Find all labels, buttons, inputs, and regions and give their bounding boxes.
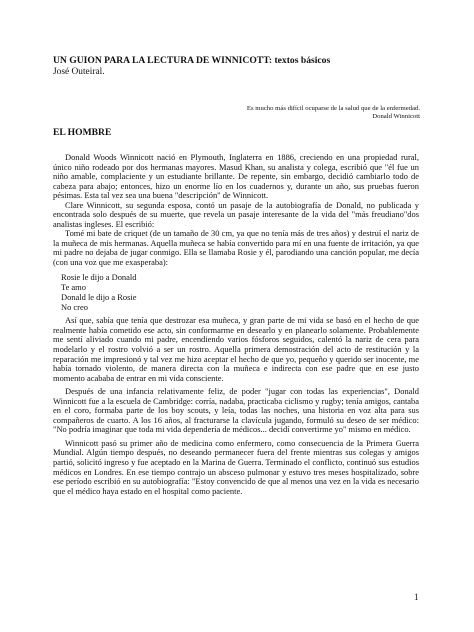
page-number: 1 xyxy=(414,592,419,602)
paragraph: Así que, sabía que tenía que destrozar esa muñeca, y gran parte de mi vida se basó en el hecho de que realmente había cometido ese acto, sin conformarme en desearlo y en planearlo solamente. Probablemente me sentí aliviado cuando mi padre, encendiendo varios fósforos seguidos, calentó la nariz de cera para modelarlo y el rostro volvió a ser un rostro. Aquella primera demostración del acto de restitución y la reparación me impresionó y tal vez me hizo aceptar el hecho de que yo, pequeño y querido ser inocente, me había tornado violento, de manera directa con la muñeca e indirecta con ese padre que en ese justo momento acababa de entrar en mi vida consciente. xyxy=(53,315,419,383)
epigraph xyxy=(230,105,420,121)
paragraph: Tomé mi bate de criquet (de un tamaño de 30 cm, ya que no tenía más de tres años) y destruí el nariz de la muñeca de mis hermanas. Aquella muñeca se había convertido para mí en una fuente de irritación, ya que mi padre no dejaba de jugar conmigo. Ella se llamaba Rosie y él, parodiando una canción popular, me decía (con una voz que me exasperaba): xyxy=(53,228,419,268)
body-text xyxy=(53,153,419,496)
poem-line: Donald le dijo a Rosie xyxy=(61,291,137,302)
epigraph-attribution: Donald Winnicott xyxy=(372,113,420,120)
poem-line: Te amo xyxy=(61,281,86,292)
document-title: UN GUION PARA LA LECTURA DE WINNICOTT: textos básicos xyxy=(53,55,331,66)
epigraph-quote: Es mucho más difícil ocuparse de la salud que de la enfermedad. xyxy=(246,105,420,112)
paragraph: Clare Winnicott, su segunda esposa, contó un pasaje de la autobiografía de Donald, no publicada y encontrada solo después de su muerte, que revela un pasaje interesante de la vida del "más freudiano"dos analistas ingleses. El escribió: xyxy=(53,199,419,229)
document-author: José Outeiral. xyxy=(53,67,105,77)
paragraph: Donald Woods Winnicott nació en Plymouth, Inglaterra en 1886, creciendo en una propiedad rural, único niño rodeado por dos hermanas mayores. Masud Khan, su analista y colega, escribió que "él fue un niño amable, complaciente y un estudiante brillante. De repente, sin embargo, decidió cambiarlo todo de cabeza para abajo; entonces, hizo un enorme lío en los cuadernos y, durante un año, sus pruebas fueron pésimas. Esta tal vez sea una buena "descripción" de Winnicott. xyxy=(53,152,419,201)
poem-line: Rosie le dijo a Donald xyxy=(61,271,137,282)
poem-line: No creo xyxy=(61,302,88,313)
section-heading: EL HOMBRE xyxy=(53,127,112,138)
paragraph: Winnicott pasó su primer año de medicina como enfermero, como consecuencia de la Primera Guerra Mundial. Algún tiempo después, no deseando permanecer fuera del frente mientras sus colegas y amigos partió, solicitó ingreso y fue aceptado en la Marina de Guerra. Terminado el conflicto, continuó sus estudios médicos en Londres. En ese tiempo contrajo un absceso pulmonar y estuvo tres meses hospitalizado, sobre ese período escribió en su autobiografía: "Estoy convencido de que al menos una vez en la vida es necesario que el médico haya estado en el hospital como paciente. xyxy=(53,437,419,496)
paragraph: Después de una infancia relativamente feliz, de poder "jugar con todas las experiencias", Donald Winnicott fue a la escuela de Cambridge: corría, nadaba, practicaba ciclismo y rugby; tenía amigos, cantaba en el coro, formaba parte de los boy scouts, y leía, todas las noches, una historia en voz alta para sus compañeros de cuarto. A los 16 años, al fracturarse la clavícula jugando, formuló su deseo de ser médico: "No podría imaginar que toda mi vida dependería de médicos... decidí convertirme yo" mismo en médico. xyxy=(53,386,419,435)
poem xyxy=(61,272,419,313)
